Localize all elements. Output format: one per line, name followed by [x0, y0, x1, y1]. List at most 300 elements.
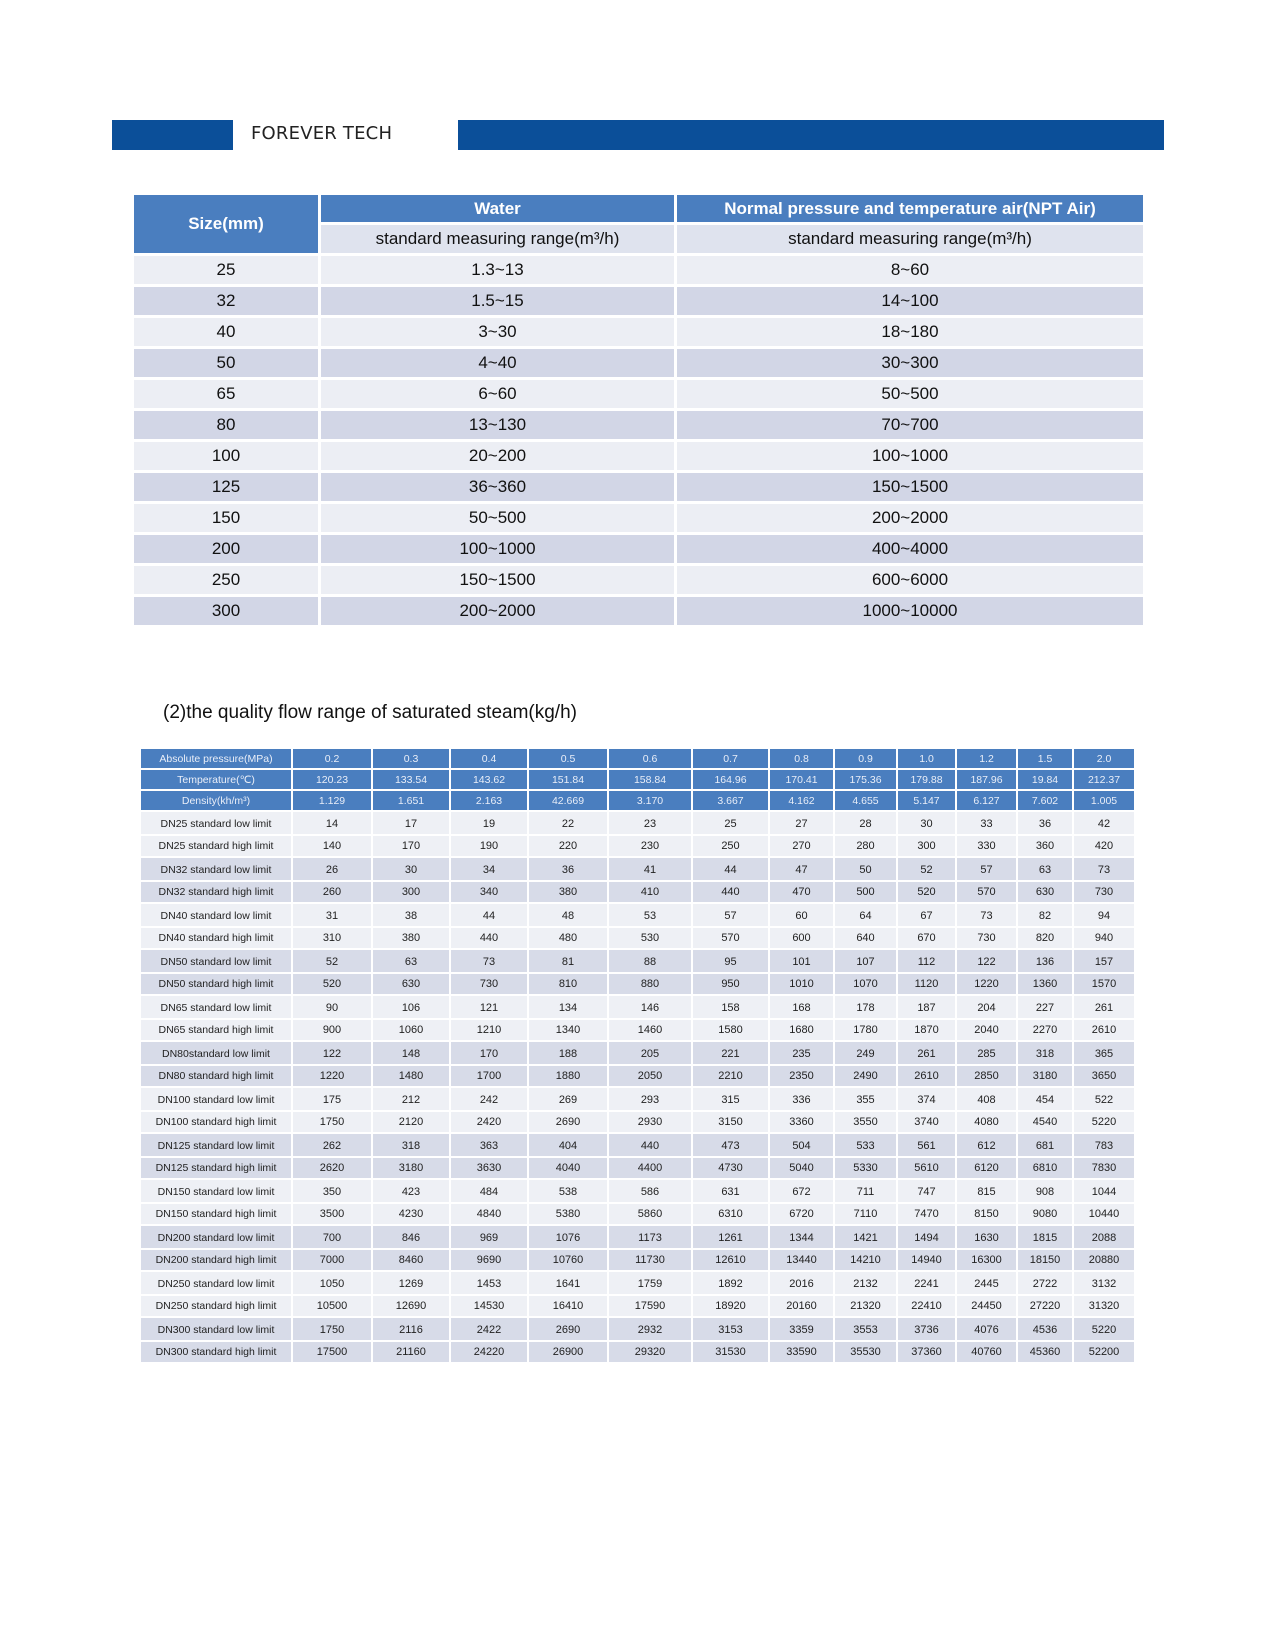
low-limit-value: 1892: [693, 1272, 768, 1294]
low-limit-value: 175: [293, 1088, 371, 1110]
high-limit-value: 5380: [529, 1204, 607, 1224]
table-row: [134, 287, 1143, 315]
low-limit-value: 187: [898, 996, 955, 1018]
high-limit-value: 380: [373, 928, 449, 948]
density-value: 3.170: [609, 791, 691, 810]
high-limit-value: 3740: [898, 1112, 955, 1132]
low-limit-value: 1261: [693, 1226, 768, 1248]
low-limit-value: 315: [693, 1088, 768, 1110]
temperature-value: 120.23: [293, 770, 371, 789]
low-limit-value: 1344: [770, 1226, 833, 1248]
low-limit-value: 81: [529, 950, 607, 972]
table-row: [134, 380, 1143, 408]
low-limit-value: 47: [770, 858, 833, 880]
high-limit-value: 9690: [451, 1250, 527, 1270]
high-limit-value: 27220: [1018, 1296, 1072, 1316]
low-limit-value: 64: [835, 904, 896, 926]
high-limit-value: 950: [693, 974, 768, 994]
low-limit-value: 26: [293, 858, 371, 880]
size-cell: 25: [134, 256, 318, 284]
high-limit-value: 2690: [529, 1112, 607, 1132]
size-cell: 100: [134, 442, 318, 470]
temperature-value: 175.36: [835, 770, 896, 789]
air-range-cell: 150~1500: [677, 473, 1143, 501]
low-limit-value: 134: [529, 996, 607, 1018]
high-limit-label: DN125 standard high limit: [141, 1158, 291, 1178]
low-limit-value: 1815: [1018, 1226, 1072, 1248]
high-limit-value: 480: [529, 928, 607, 948]
low-limit-value: 504: [770, 1134, 833, 1156]
low-limit-value: 261: [1074, 996, 1134, 1018]
air-subheader: standard measuring range(m³/h): [677, 225, 1143, 253]
size-cell: 40: [134, 318, 318, 346]
air-range-cell: 14~100: [677, 287, 1143, 315]
high-limit-value: 1210: [451, 1020, 527, 1040]
low-limit-value: 440: [609, 1134, 691, 1156]
high-limit-value: 1880: [529, 1066, 607, 1086]
high-limit-label: DN40 standard high limit: [141, 928, 291, 948]
high-limit-value: 2610: [898, 1066, 955, 1086]
high-limit-value: 22410: [898, 1296, 955, 1316]
size-cell: 125: [134, 473, 318, 501]
low-limit-value: 1269: [373, 1272, 449, 1294]
air-range-cell: 100~1000: [677, 442, 1143, 470]
low-limit-value: 88: [609, 950, 691, 972]
low-limit-label: DN250 standard low limit: [141, 1272, 291, 1294]
size-cell: 150: [134, 504, 318, 532]
low-limit-value: 82: [1018, 904, 1072, 926]
high-limit-label: DN32 standard high limit: [141, 882, 291, 902]
pressure-label: Absolute pressure(MPa): [141, 749, 291, 768]
low-limit-value: 747: [898, 1180, 955, 1202]
pressure-value: 1.2: [957, 749, 1016, 768]
low-limit-value: 261: [898, 1042, 955, 1064]
low-limit-value: 4076: [957, 1318, 1016, 1340]
water-range-cell: 150~1500: [321, 566, 674, 594]
high-limit-value: 380: [529, 882, 607, 902]
high-limit-value: 810: [529, 974, 607, 994]
high-limit-value: 1360: [1018, 974, 1072, 994]
high-limit-value: 4730: [693, 1158, 768, 1178]
low-limit-label: DN150 standard low limit: [141, 1180, 291, 1202]
high-limit-value: 8460: [373, 1250, 449, 1270]
low-limit-value: 423: [373, 1180, 449, 1202]
size-cell: 65: [134, 380, 318, 408]
temperature-value: 158.84: [609, 770, 691, 789]
high-limit-value: 7830: [1074, 1158, 1134, 1178]
low-limit-label: DN125 standard low limit: [141, 1134, 291, 1156]
low-limit-value: 365: [1074, 1042, 1134, 1064]
table-row: [134, 256, 1143, 284]
low-limit-value: 48: [529, 904, 607, 926]
size-cell: 80: [134, 411, 318, 439]
high-limit-value: 500: [835, 882, 896, 902]
low-limit-value: 1044: [1074, 1180, 1134, 1202]
low-limit-value: 148: [373, 1042, 449, 1064]
high-limit-value: 2350: [770, 1066, 833, 1086]
high-limit-value: 880: [609, 974, 691, 994]
high-limit-value: 300: [898, 836, 955, 856]
table-row: [141, 1250, 1134, 1270]
low-limit-value: 4536: [1018, 1318, 1072, 1340]
high-limit-value: 17500: [293, 1342, 371, 1362]
low-limit-value: 1173: [609, 1226, 691, 1248]
high-limit-value: 4400: [609, 1158, 691, 1178]
low-limit-value: 44: [451, 904, 527, 926]
low-limit-value: 1630: [957, 1226, 1016, 1248]
low-limit-label: DN25 standard low limit: [141, 812, 291, 834]
high-limit-label: DN65 standard high limit: [141, 1020, 291, 1040]
low-limit-value: 363: [451, 1134, 527, 1156]
high-limit-value: 940: [1074, 928, 1134, 948]
high-limit-value: 520: [293, 974, 371, 994]
high-limit-value: 230: [609, 836, 691, 856]
size-cell: 32: [134, 287, 318, 315]
high-limit-value: 300: [373, 882, 449, 902]
low-limit-value: 121: [451, 996, 527, 1018]
low-limit-value: 157: [1074, 950, 1134, 972]
water-subheader: standard measuring range(m³/h): [321, 225, 674, 253]
table-row: [141, 928, 1134, 948]
high-limit-value: 52200: [1074, 1342, 1134, 1362]
high-limit-label: DN200 standard high limit: [141, 1250, 291, 1270]
low-limit-value: 3153: [693, 1318, 768, 1340]
low-limit-value: 44: [693, 858, 768, 880]
high-limit-value: 13440: [770, 1250, 833, 1270]
high-limit-value: 35530: [835, 1342, 896, 1362]
low-limit-value: 783: [1074, 1134, 1134, 1156]
high-limit-label: DN300 standard high limit: [141, 1342, 291, 1362]
low-limit-value: 404: [529, 1134, 607, 1156]
pressure-value: 2.0: [1074, 749, 1134, 768]
high-limit-value: 4540: [1018, 1112, 1072, 1132]
pressure-value: 0.7: [693, 749, 768, 768]
high-limit-value: 4080: [957, 1112, 1016, 1132]
density-value: 4.162: [770, 791, 833, 810]
low-limit-value: 1050: [293, 1272, 371, 1294]
table-row: [141, 836, 1134, 856]
high-limit-value: 17590: [609, 1296, 691, 1316]
high-limit-value: 7000: [293, 1250, 371, 1270]
high-limit-value: 29320: [609, 1342, 691, 1362]
high-limit-value: 40760: [957, 1342, 1016, 1362]
density-value: 5.147: [898, 791, 955, 810]
low-limit-value: 53: [609, 904, 691, 926]
high-limit-value: 730: [1074, 882, 1134, 902]
low-limit-value: 50: [835, 858, 896, 880]
high-limit-value: 640: [835, 928, 896, 948]
low-limit-value: 285: [957, 1042, 1016, 1064]
size-cell: 250: [134, 566, 318, 594]
low-limit-value: 612: [957, 1134, 1016, 1156]
high-limit-value: 2120: [373, 1112, 449, 1132]
high-limit-value: 21160: [373, 1342, 449, 1362]
air-range-cell: 30~300: [677, 349, 1143, 377]
air-range-cell: 600~6000: [677, 566, 1143, 594]
water-range-cell: 200~2000: [321, 597, 674, 625]
low-limit-value: 22: [529, 812, 607, 834]
low-limit-value: 408: [957, 1088, 1016, 1110]
water-range-cell: 4~40: [321, 349, 674, 377]
high-limit-value: 600: [770, 928, 833, 948]
table-row: [141, 1020, 1134, 1040]
low-limit-value: 700: [293, 1226, 371, 1248]
high-limit-value: 2420: [451, 1112, 527, 1132]
low-limit-value: 57: [957, 858, 1016, 880]
low-limit-value: 1750: [293, 1318, 371, 1340]
low-limit-label: DN50 standard low limit: [141, 950, 291, 972]
low-limit-value: 95: [693, 950, 768, 972]
high-limit-value: 20160: [770, 1296, 833, 1316]
low-limit-value: 122: [293, 1042, 371, 1064]
high-limit-value: 37360: [898, 1342, 955, 1362]
high-limit-value: 4230: [373, 1204, 449, 1224]
high-limit-value: 1570: [1074, 974, 1134, 994]
high-limit-value: 440: [451, 928, 527, 948]
high-limit-value: 4840: [451, 1204, 527, 1224]
high-limit-value: 7110: [835, 1204, 896, 1224]
high-limit-value: 7470: [898, 1204, 955, 1224]
low-limit-value: 170: [451, 1042, 527, 1064]
low-limit-value: 293: [609, 1088, 691, 1110]
low-limit-value: 318: [373, 1134, 449, 1156]
high-limit-value: 1460: [609, 1020, 691, 1040]
water-range-cell: 36~360: [321, 473, 674, 501]
low-limit-value: 631: [693, 1180, 768, 1202]
high-limit-value: 2850: [957, 1066, 1016, 1086]
high-limit-value: 630: [373, 974, 449, 994]
high-limit-value: 2620: [293, 1158, 371, 1178]
high-limit-value: 1060: [373, 1020, 449, 1040]
low-limit-label: DN100 standard low limit: [141, 1088, 291, 1110]
density-value: 42.669: [529, 791, 607, 810]
temperature-value: 151.84: [529, 770, 607, 789]
high-limit-value: 1220: [957, 974, 1016, 994]
low-limit-value: 30: [898, 812, 955, 834]
table-row: [134, 473, 1143, 501]
high-limit-value: 10760: [529, 1250, 607, 1270]
low-limit-value: 242: [451, 1088, 527, 1110]
high-limit-label: DN100 standard high limit: [141, 1112, 291, 1132]
high-limit-value: 24220: [451, 1342, 527, 1362]
air-range-cell: 400~4000: [677, 535, 1143, 563]
high-limit-value: 6120: [957, 1158, 1016, 1178]
low-limit-value: 2116: [373, 1318, 449, 1340]
pressure-value: 0.8: [770, 749, 833, 768]
high-limit-value: 3180: [373, 1158, 449, 1178]
low-limit-value: 158: [693, 996, 768, 1018]
high-limit-value: 630: [1018, 882, 1072, 902]
low-limit-value: 318: [1018, 1042, 1072, 1064]
high-limit-value: 31530: [693, 1342, 768, 1362]
low-limit-value: 815: [957, 1180, 1016, 1202]
temperature-value: 170.41: [770, 770, 833, 789]
water-range-cell: 50~500: [321, 504, 674, 532]
pressure-value: 0.4: [451, 749, 527, 768]
water-range-cell: 1.3~13: [321, 256, 674, 284]
low-limit-value: 3736: [898, 1318, 955, 1340]
high-limit-value: 4040: [529, 1158, 607, 1178]
pressure-value: 0.2: [293, 749, 371, 768]
table-row: [141, 1342, 1134, 1362]
high-limit-value: 170: [373, 836, 449, 856]
low-limit-value: 561: [898, 1134, 955, 1156]
water-range-cell: 3~30: [321, 318, 674, 346]
high-limit-value: 31320: [1074, 1296, 1134, 1316]
high-limit-value: 5040: [770, 1158, 833, 1178]
high-limit-value: 410: [609, 882, 691, 902]
high-limit-value: 2040: [957, 1020, 1016, 1040]
high-limit-value: 6310: [693, 1204, 768, 1224]
low-limit-value: 63: [1018, 858, 1072, 880]
low-limit-value: 33: [957, 812, 1016, 834]
density-value: 2.163: [451, 791, 527, 810]
high-limit-value: 16410: [529, 1296, 607, 1316]
pressure-value: 0.3: [373, 749, 449, 768]
low-limit-value: 969: [451, 1226, 527, 1248]
low-limit-label: DN300 standard low limit: [141, 1318, 291, 1340]
low-limit-value: 249: [835, 1042, 896, 1064]
low-limit-value: 122: [957, 950, 1016, 972]
low-limit-value: 3359: [770, 1318, 833, 1340]
high-limit-value: 11730: [609, 1250, 691, 1270]
air-range-cell: 8~60: [677, 256, 1143, 284]
high-limit-value: 470: [770, 882, 833, 902]
high-limit-value: 570: [693, 928, 768, 948]
high-limit-value: 1700: [451, 1066, 527, 1086]
high-limit-value: 9080: [1018, 1204, 1072, 1224]
low-limit-value: 31: [293, 904, 371, 926]
low-limit-value: 1453: [451, 1272, 527, 1294]
low-limit-value: 146: [609, 996, 691, 1018]
high-limit-value: 2210: [693, 1066, 768, 1086]
density-header-row: [141, 791, 1134, 810]
table-row: [141, 1158, 1134, 1178]
low-limit-value: 908: [1018, 1180, 1072, 1202]
high-limit-value: 520: [898, 882, 955, 902]
air-header: Normal pressure and temperature air(NPT Air): [677, 195, 1143, 222]
density-value: 1.129: [293, 791, 371, 810]
high-limit-value: 1870: [898, 1020, 955, 1040]
table-row: [141, 1066, 1134, 1086]
low-limit-value: 2241: [898, 1272, 955, 1294]
measuring-range-table: [131, 192, 1146, 628]
low-limit-value: 3132: [1074, 1272, 1134, 1294]
table-row: [134, 535, 1143, 563]
low-limit-label: DN200 standard low limit: [141, 1226, 291, 1248]
high-limit-value: 340: [451, 882, 527, 902]
high-limit-value: 5610: [898, 1158, 955, 1178]
table-row: [141, 1088, 1134, 1110]
water-range-cell: 100~1000: [321, 535, 674, 563]
header-bar-left: [112, 120, 233, 150]
low-limit-value: 101: [770, 950, 833, 972]
pressure-value: 0.5: [529, 749, 607, 768]
low-limit-value: 90: [293, 996, 371, 1018]
high-limit-value: 570: [957, 882, 1016, 902]
density-value: 6.127: [957, 791, 1016, 810]
high-limit-value: 14530: [451, 1296, 527, 1316]
high-limit-value: 140: [293, 836, 371, 856]
low-limit-value: 221: [693, 1042, 768, 1064]
table-row: [141, 950, 1134, 972]
low-limit-value: 41: [609, 858, 691, 880]
header-bar-right: [458, 120, 1164, 150]
low-limit-value: 106: [373, 996, 449, 1018]
table-row: [141, 1272, 1134, 1294]
low-limit-value: 473: [693, 1134, 768, 1156]
high-limit-value: 270: [770, 836, 833, 856]
high-limit-value: 1480: [373, 1066, 449, 1086]
brand-name: FOREVER TECH: [251, 123, 393, 144]
high-limit-value: 8150: [957, 1204, 1016, 1224]
size-cell: 300: [134, 597, 318, 625]
low-limit-value: 484: [451, 1180, 527, 1202]
high-limit-value: 3360: [770, 1112, 833, 1132]
table-row: [134, 318, 1143, 346]
low-limit-value: 205: [609, 1042, 691, 1064]
low-limit-value: 235: [770, 1042, 833, 1064]
temperature-value: 19.84: [1018, 770, 1072, 789]
low-limit-value: 36: [1018, 812, 1072, 834]
low-limit-value: 2445: [957, 1272, 1016, 1294]
low-limit-value: 204: [957, 996, 1016, 1018]
high-limit-value: 5330: [835, 1158, 896, 1178]
high-limit-value: 33590: [770, 1342, 833, 1362]
low-limit-value: 63: [373, 950, 449, 972]
high-limit-value: 1680: [770, 1020, 833, 1040]
high-limit-value: 3180: [1018, 1066, 1072, 1086]
water-range-cell: 1.5~15: [321, 287, 674, 315]
low-limit-label: DN80standard low limit: [141, 1042, 291, 1064]
high-limit-value: 16300: [957, 1250, 1016, 1270]
table-row: [141, 996, 1134, 1018]
water-range-cell: 6~60: [321, 380, 674, 408]
pressure-value: 0.6: [609, 749, 691, 768]
low-limit-value: 227: [1018, 996, 1072, 1018]
high-limit-value: 5860: [609, 1204, 691, 1224]
high-limit-value: 10440: [1074, 1204, 1134, 1224]
high-limit-value: 1340: [529, 1020, 607, 1040]
low-limit-value: 25: [693, 812, 768, 834]
low-limit-value: 17: [373, 812, 449, 834]
high-limit-label: DN50 standard high limit: [141, 974, 291, 994]
air-range-cell: 1000~10000: [677, 597, 1143, 625]
low-limit-value: 533: [835, 1134, 896, 1156]
table-row: [141, 858, 1134, 880]
low-limit-value: 336: [770, 1088, 833, 1110]
table-row: [141, 974, 1134, 994]
low-limit-value: 1494: [898, 1226, 955, 1248]
water-range-cell: 13~130: [321, 411, 674, 439]
table-row: [134, 442, 1143, 470]
pressure-header-row: [141, 749, 1134, 768]
high-limit-value: 1580: [693, 1020, 768, 1040]
density-value: 3.667: [693, 791, 768, 810]
low-limit-value: 2132: [835, 1272, 896, 1294]
low-limit-value: 168: [770, 996, 833, 1018]
low-limit-value: 27: [770, 812, 833, 834]
low-limit-value: 538: [529, 1180, 607, 1202]
low-limit-value: 73: [451, 950, 527, 972]
steam-section-title: (2)the quality flow range of saturated steam(kg/h): [163, 702, 577, 723]
size-cell: 50: [134, 349, 318, 377]
high-limit-value: 5220: [1074, 1112, 1134, 1132]
low-limit-value: 52: [898, 858, 955, 880]
temperature-header-row: [141, 770, 1134, 789]
high-limit-value: 6720: [770, 1204, 833, 1224]
low-limit-value: 672: [770, 1180, 833, 1202]
